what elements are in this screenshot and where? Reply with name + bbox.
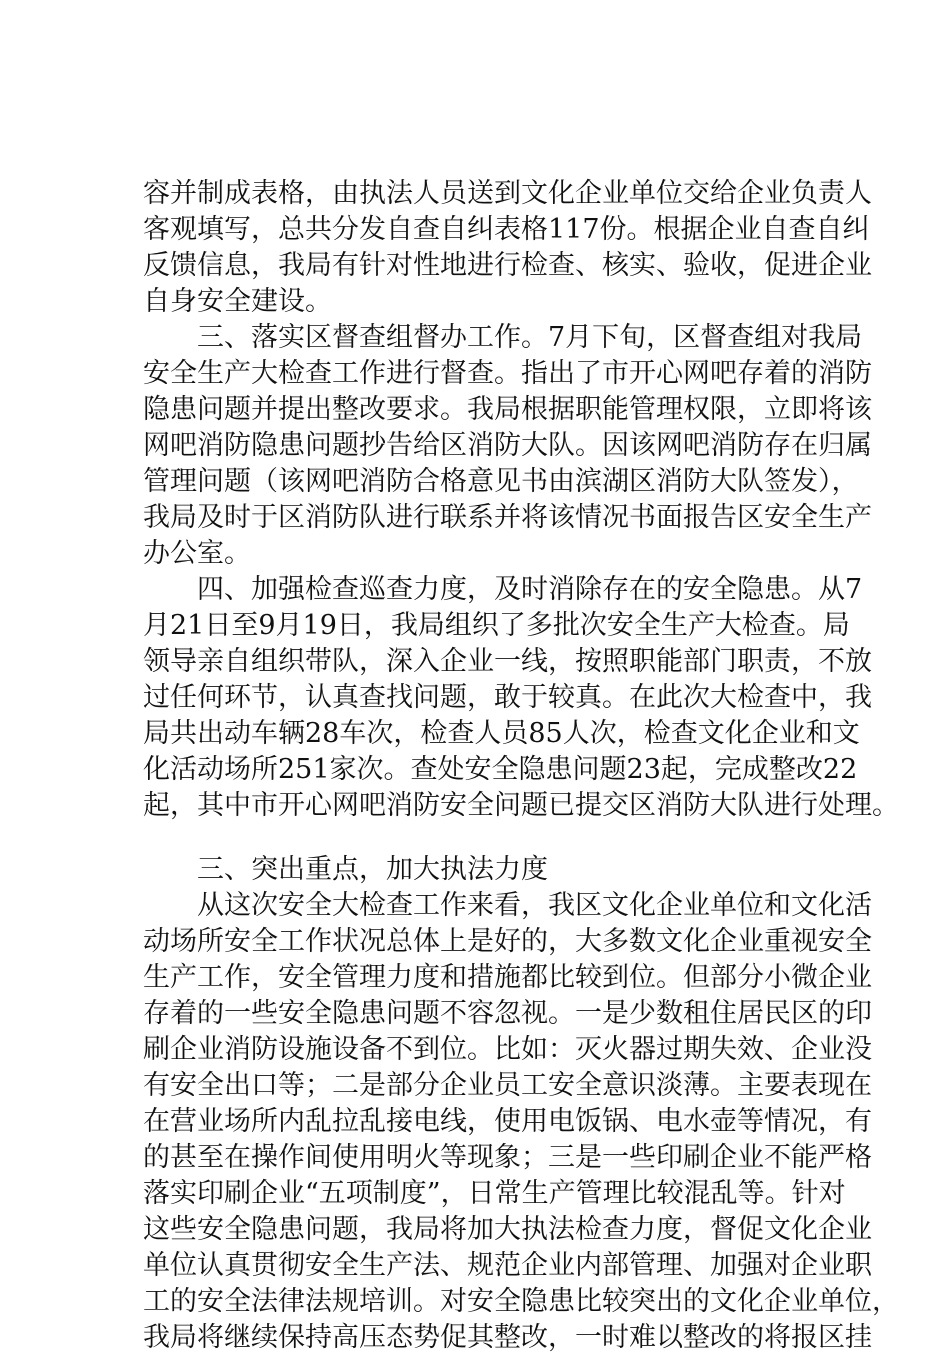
- text-line: 办公室。: [143, 538, 251, 569]
- text-line: 月21日至9月19日，我局组织了多批次安全生产大检查。局: [143, 610, 850, 641]
- text-line: 在营业场所内乱拉乱接电线，使用电饭锅、电水壶等情况，有: [143, 1106, 872, 1137]
- text-line: 三、落实区督查组督办工作。7月下旬，区督查组对我局: [143, 322, 863, 353]
- text-line: 刷企业消防设施设备不到位。比如：灭火器过期失效、企业没: [143, 1034, 872, 1065]
- text-line: 容并制成表格，由执法人员送到文化企业单位交给企业负责人: [143, 178, 872, 209]
- text-line: 自身安全建设。: [143, 286, 332, 317]
- text-line: 化活动场所251家次。查处安全隐患问题23起，完成整改22: [143, 754, 858, 785]
- text-line: 有安全出口等；二是部分企业员工安全意识淡薄。主要表现在: [143, 1070, 872, 1101]
- text-line: 从这次安全大检查工作来看，我区文化企业单位和文化活: [143, 890, 872, 921]
- text-line: 局共出动车辆28车次，检查人员85人次，检查文化企业和文: [143, 718, 860, 749]
- text-line: 起，其中市开心网吧消防安全问题已提交区消防大队进行处理。: [143, 790, 899, 821]
- section-heading: 三、突出重点，加大执法力度: [143, 854, 548, 885]
- text-line: 客观填写，总共分发自查自纠表格117份。根据企业自查自纠: [143, 214, 870, 245]
- text-line: 安全生产大检查工作进行督查。指出了市开心网吧存着的消防: [143, 358, 872, 389]
- text-line: 领导亲自组织带队，深入企业一线，按照职能部门职责，不放: [143, 646, 872, 677]
- text-line: 工的安全法律法规培训。对安全隐患比较突出的文化企业单位，: [143, 1286, 899, 1317]
- text-line: 单位认真贯彻安全生产法、规范企业内部管理、加强对企业职: [143, 1250, 872, 1281]
- text-line: 存着的一些安全隐患问题不容忽视。一是少数租住居民区的印: [143, 998, 872, 1029]
- text-line: 管理问题（该网吧消防合格意见书由滨湖区消防大队签发），: [143, 466, 859, 497]
- text-line: 的甚至在操作间使用明火等现象；三是一些印刷企业不能严格: [143, 1142, 872, 1173]
- text-line: 过任何环节，认真查找问题，敢于较真。在此次大检查中，我: [143, 682, 872, 713]
- text-line: 动场所安全工作状况总体上是好的，大多数文化企业重视安全: [143, 926, 872, 957]
- text-line: 这些安全隐患问题，我局将加大执法检查力度，督促文化企业: [143, 1214, 872, 1245]
- text-line: 我局将继续保持高压态势促其整改，一时难以整改的将报区挂: [143, 1322, 872, 1353]
- text-line: 四、加强检查巡查力度，及时消除存在的安全隐患。从7: [143, 574, 863, 605]
- text-line: 隐患问题并提出整改要求。我局根据职能管理权限，立即将该: [143, 394, 872, 425]
- text-line: 网吧消防隐患问题抄告给区消防大队。因该网吧消防存在归属: [143, 430, 872, 461]
- text-line: 反馈信息，我局有针对性地进行检查、核实、验收，促进企业: [143, 250, 872, 281]
- text-line: 生产工作，安全管理力度和措施都比较到位。但部分小微企业: [143, 962, 872, 993]
- text-line: 落实印刷企业“五项制度”，日常生产管理比较混乱等。针对: [143, 1178, 846, 1209]
- text-line: 我局及时于区消防队进行联系并将该情况书面报告区安全生产: [143, 502, 872, 533]
